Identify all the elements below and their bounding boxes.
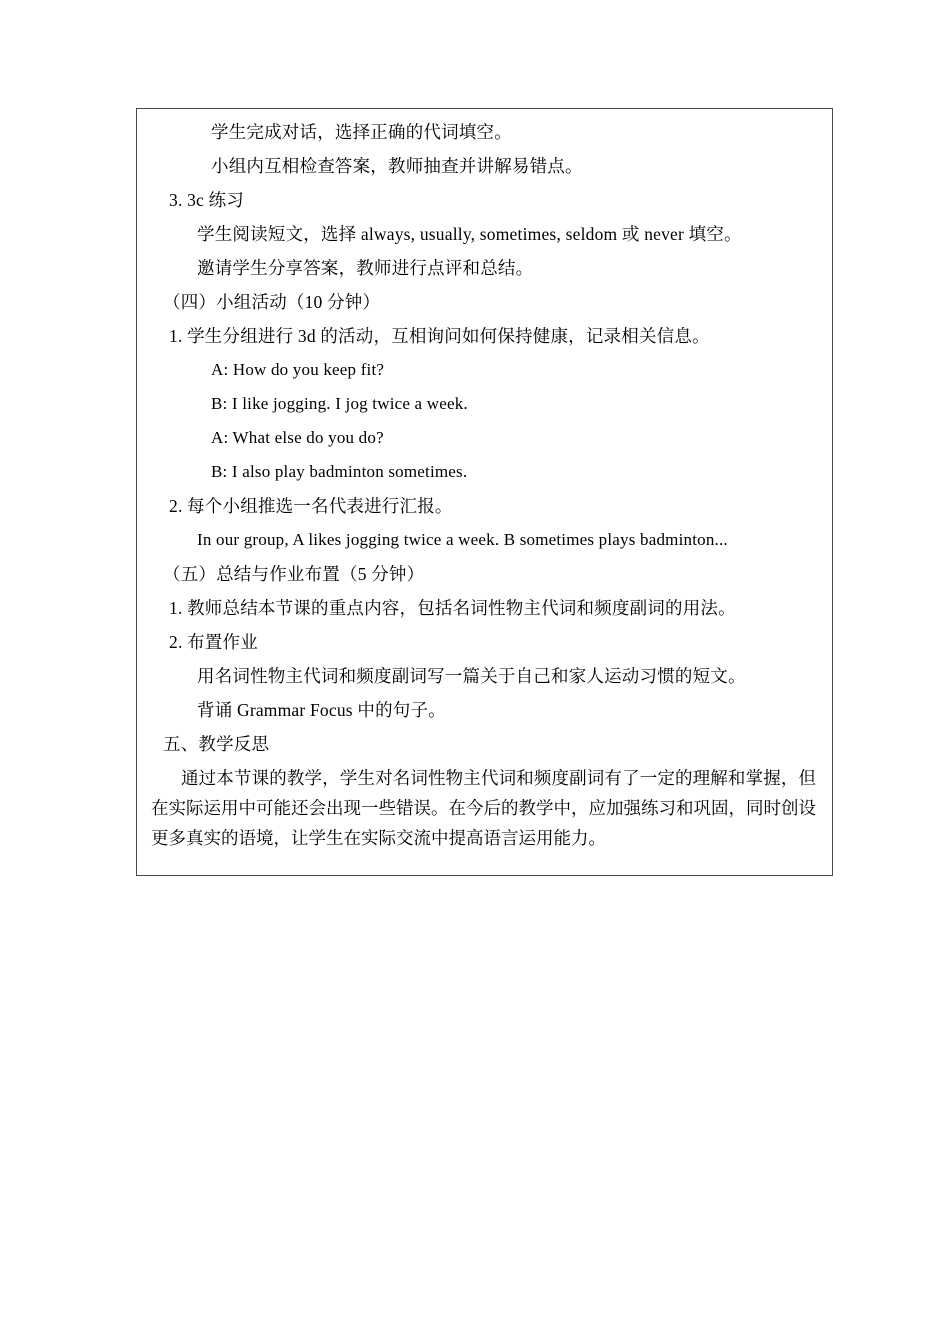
- text-line: 邀请学生分享答案，教师进行点评和总结。: [197, 258, 534, 278]
- text-line: 1. 教师总结本节课的重点内容，包括名词性物主代词和频度副词的用法。: [169, 598, 736, 618]
- section-heading-summary-homework: （五）总结与作业布置（5 分钟）: [163, 564, 425, 584]
- text-line: 小组内互相检查答案，教师抽查并讲解易错点。: [211, 156, 583, 176]
- text-line: 学生完成对话，选择正确的代词填空。: [211, 122, 512, 142]
- lesson-plan-table: [136, 108, 833, 876]
- report-example-line: In our group, A likes jogging twice a week. B sometimes plays badminton...: [197, 530, 728, 549]
- section-item-3c: 3. 3c 练习: [169, 190, 244, 210]
- section-heading-teaching-reflection: 五、教学反思: [163, 734, 270, 754]
- lesson-plan-cell: [137, 109, 832, 875]
- text-line: 用名词性物主代词和频度副词写一篇关于自己和家人运动习惯的短文。: [197, 666, 746, 686]
- text-line: 学生阅读短文，选择 always, usually, sometimes, seldom 或 never 填空。: [197, 224, 742, 244]
- dialogue-line: B: I also play badminton sometimes.: [211, 462, 468, 481]
- text-line: 1. 学生分组进行 3d 的活动，互相询问如何保持健康，记录相关信息。: [169, 326, 710, 346]
- dialogue-line: A: What else do you do?: [211, 428, 384, 447]
- dialogue-line: B: I like jogging. I jog twice a week.: [211, 394, 468, 413]
- section-heading-group-activity: （四）小组活动（10 分钟）: [163, 292, 381, 312]
- text-line: 2. 每个小组推选一名代表进行汇报。: [169, 496, 453, 516]
- dialogue-line: A: How do you keep fit?: [211, 360, 385, 379]
- text-line: 背诵 Grammar Focus 中的句子。: [197, 700, 446, 720]
- teaching-reflection-paragraph: 通过本节课的教学，学生对名词性物主代词和频度副词有了一定的理解和掌握，但在实际运用中可能还会出现一些错误。在今后的教学中，应加强练习和巩固，同时创设更多真实的语境，让学生在实际交流中提高语言运用能力。: [151, 768, 816, 848]
- text-line: 2. 布置作业: [169, 632, 258, 652]
